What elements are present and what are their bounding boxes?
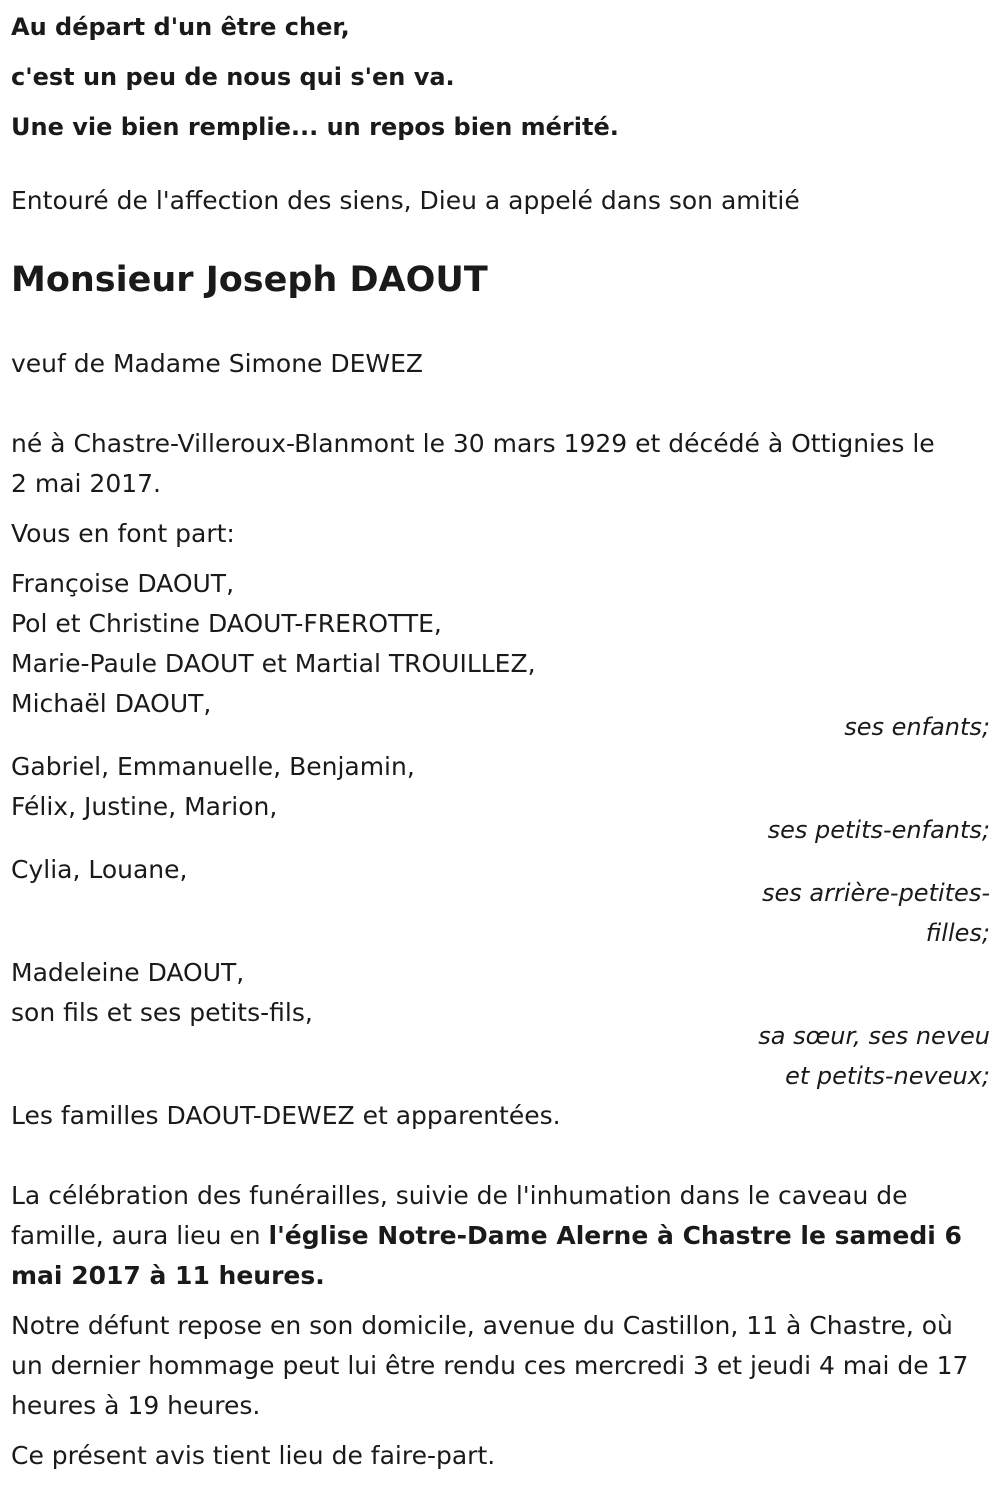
sister-name: Madeleine DAOUT,: [11, 958, 245, 987]
grandchildren-group: [11, 747, 990, 850]
child-name: Françoise DAOUT,: [11, 569, 235, 598]
grandchild-name: Gabriel, Emmanuelle, Benjamin,: [11, 752, 415, 781]
announce-text: Vous en font part:: [11, 519, 235, 548]
grandchild-name: Félix, Justine, Marion,: [11, 792, 278, 821]
grandchildren-role: ses petits-enfants;: [767, 816, 990, 844]
ceremony-text: [11, 1176, 990, 1296]
quote-line-2: c'est un peu de nous qui s'en va.: [11, 63, 455, 91]
sister-role-line-1: sa sœur, ses neveu: [758, 1022, 990, 1050]
ceremony-location-date: l'église Notre-Dame Alerne à Chastre le samedi 6 mai 2017 à 11 heures.: [11, 1221, 962, 1290]
birth-death-info: [11, 424, 990, 504]
children-role: ses enfants;: [844, 713, 990, 741]
children-group: [11, 564, 990, 747]
great-grandchild-name: Cylia, Louane,: [11, 855, 188, 884]
great-grandchildren-group: [11, 850, 990, 953]
families-text: Les familles DAOUT-DEWEZ et apparentées.: [11, 1101, 561, 1130]
widow-of: veuf de Madame Simone DEWEZ: [11, 349, 424, 378]
intro-text: Entouré de l'affection des siens, Dieu a appelé dans son amitié: [11, 186, 800, 215]
sister-family: son fils et ses petits-fils,: [11, 998, 313, 1027]
child-name: Michaël DAOUT,: [11, 689, 212, 718]
sister-group: [11, 953, 990, 1096]
child-name: Marie-Paule DAOUT et Martial TROUILLEZ,: [11, 649, 536, 678]
quote-line-3: Une vie bien remplie... un repos bien mérité.: [11, 113, 619, 141]
great-grandchildren-role-line-2: filles;: [925, 919, 990, 947]
sister-role-line-2: et petits-neveux;: [785, 1062, 990, 1090]
opening-quote: [11, 0, 990, 152]
quote-line-1: Au départ d'un être cher,: [11, 13, 350, 41]
ceremony-text-start: La célébration des funérailles, suivie de l'inhumation dans le caveau de famille, aura lieu en: [11, 1181, 908, 1250]
closing-text: Ce présent avis tient lieu de faire-part.: [11, 1441, 496, 1470]
birth-death-line-2: 2 mai 2017.: [11, 469, 161, 498]
great-grandchildren-role-line-1: ses arrière-petites-: [762, 879, 990, 907]
deceased-name: Monsieur Joseph DAOUT: [11, 260, 488, 300]
rest-info: Notre défunt repose en son domicile, avenue du Castillon, 11 à Chastre, où un dernier hommage peut lui être rendu ces mercredi 3 et jeudi 4 mai de 17 heures à 19 heures.: [11, 1311, 969, 1420]
child-name: Pol et Christine DAOUT-FREROTTE,: [11, 609, 442, 638]
birth-death-line-1: né à Chastre-Villeroux-Blanmont le 30 mars 1929 et décédé à Ottignies le: [11, 429, 935, 458]
